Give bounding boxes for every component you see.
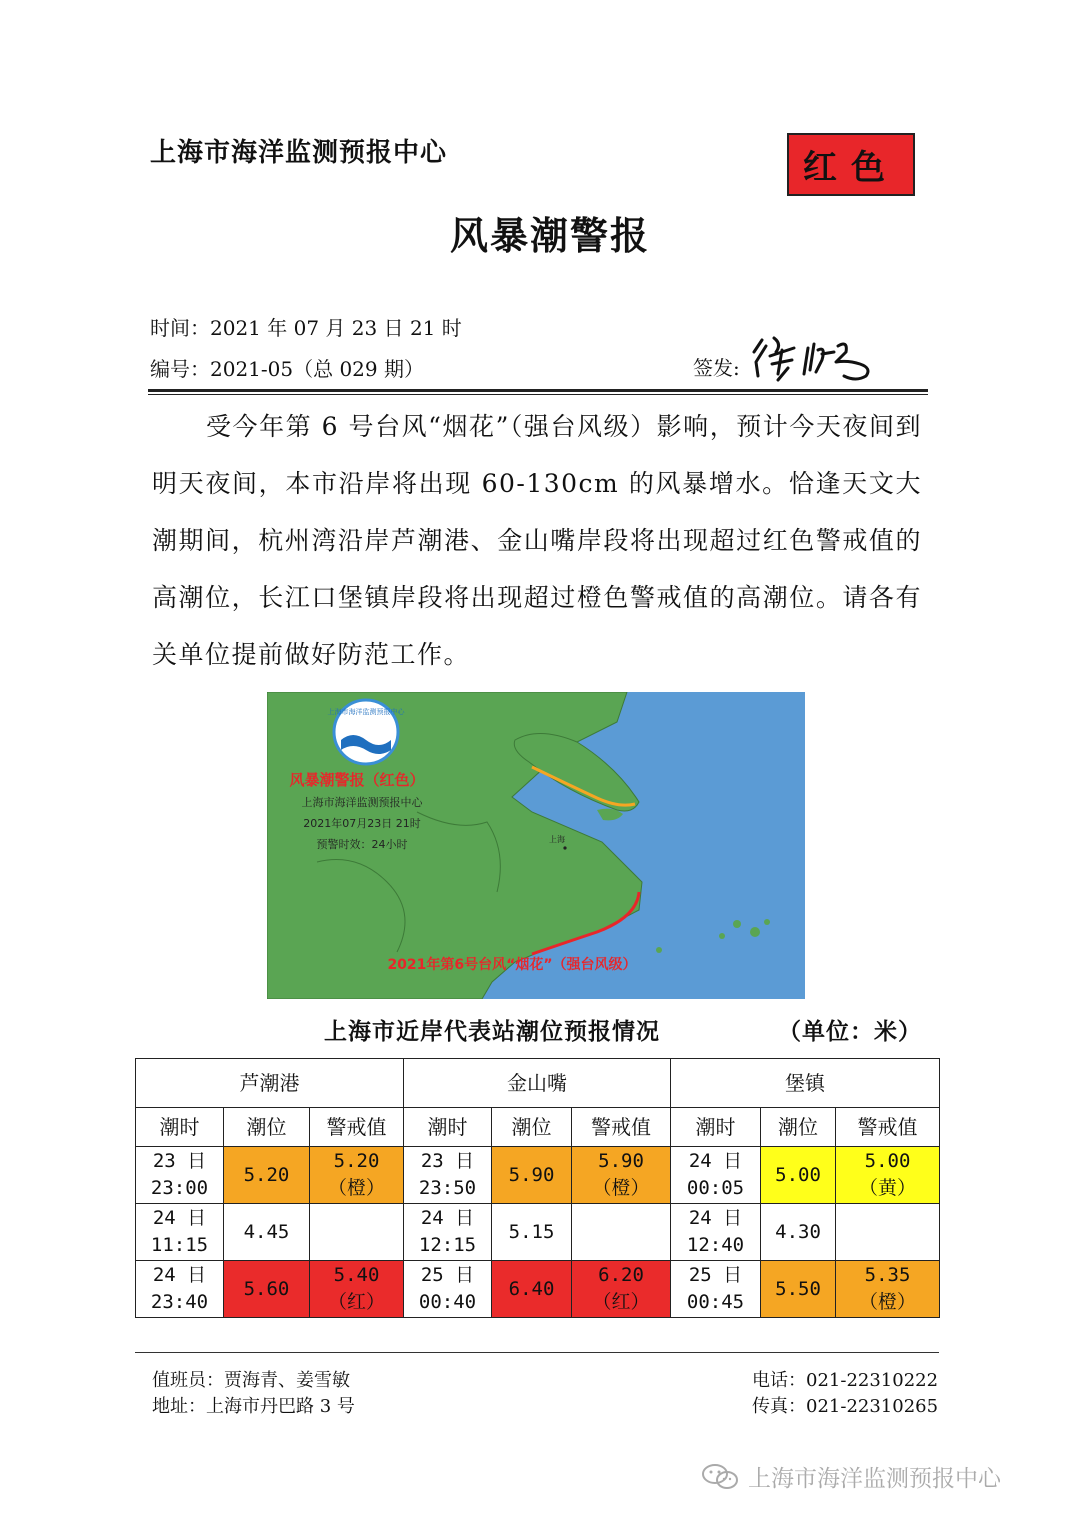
column-header-row <box>136 1108 940 1147</box>
tide-time-cell <box>671 1147 761 1204</box>
warning-value: 6.20 <box>598 1264 644 1286</box>
col-header-tide-time: 潮时 <box>404 1108 492 1147</box>
tide-level-cell: 5.15 <box>492 1204 572 1261</box>
col-header-warning-value: 警戒值 <box>572 1108 671 1147</box>
address: 地址：上海市丹巴路 3 号 <box>152 1396 355 1417</box>
handwritten-signature <box>748 330 888 385</box>
wechat-icon <box>700 1462 740 1492</box>
fax: 传真：021-22310265 <box>752 1396 939 1417</box>
sign-label: 签发: <box>693 356 740 380</box>
tide-clock: 12:40 <box>686 1234 745 1256</box>
warning-value: 5.90 <box>598 1150 644 1172</box>
warning-level-tag: （橙） <box>328 1177 386 1199</box>
station-name: 芦潮港 <box>136 1059 404 1108</box>
warning-paragraph: 受今年第 6 号台风“烟花”（强台风级）影响，预计今天夜间到明天夜间，本市沿岸将出现 60-130cm 的风暴增水。恰逢天文大潮期间，杭州湾沿岸芦潮港、金山嘴岸段将出现超过红色警戒值的高潮位，长江口堡镇岸段将出现超过橙色警戒值的高潮位。请各有关单位提前做好防范工作。 <box>152 412 922 669</box>
tide-time-cell <box>136 1261 224 1318</box>
map-typhoon-label: 2021年第6号台风“烟花”（强台风级） <box>387 957 637 973</box>
col-header-warning-value: 警戒值 <box>310 1108 404 1147</box>
warning-level-tag: （橙） <box>592 1177 650 1199</box>
duty-officers: 值班员：贾海青、姜雪敏 <box>152 1370 350 1391</box>
tide-time-cell <box>671 1204 761 1261</box>
table-caption: 上海市近岸代表站潮位预报情况 <box>324 1019 660 1045</box>
col-header-tide-time: 潮时 <box>671 1108 761 1147</box>
tide-level-cell: 5.00 <box>761 1147 836 1204</box>
tide-time-cell <box>404 1204 492 1261</box>
warning-value: 5.20 <box>333 1150 380 1172</box>
tide-level-cell: 4.30 <box>761 1204 836 1261</box>
warning-value: 5.40 <box>333 1264 380 1286</box>
col-header-tide-level: 潮位 <box>224 1108 310 1147</box>
tide-clock: 23:00 <box>150 1177 209 1199</box>
station-name: 金山嘴 <box>404 1059 671 1108</box>
tide-level-cell: 5.60 <box>224 1261 310 1318</box>
tide-time-cell <box>404 1261 492 1318</box>
warning-value-cell <box>572 1147 671 1204</box>
tide-level-cell: 5.20 <box>224 1147 310 1204</box>
tide-day: 24 日 <box>152 1207 207 1229</box>
warning-value-cell <box>572 1261 671 1318</box>
warning-value-cell <box>310 1147 404 1204</box>
table-unit: （单位：米） <box>778 1019 922 1045</box>
watermark-text: 上海市海洋监测预报中心 <box>748 1466 1001 1492</box>
map-islet <box>656 947 662 953</box>
station-name: 堡镇 <box>671 1059 940 1108</box>
tide-clock: 00:40 <box>418 1291 477 1313</box>
issue-time: 时间：2021 年 07 月 23 日 21 时 <box>150 316 462 340</box>
warning-value-cell <box>836 1204 940 1261</box>
warning-value-cell <box>310 1204 404 1261</box>
tide-day: 25 日 <box>688 1264 743 1286</box>
tide-forecast-table <box>135 1058 940 1318</box>
tide-day: 23 日 <box>152 1150 207 1172</box>
warning-value: 5.35 <box>864 1264 911 1286</box>
tide-clock: 11:15 <box>150 1234 209 1256</box>
tide-level-cell: 6.40 <box>492 1261 572 1318</box>
tide-day: 24 日 <box>688 1150 743 1172</box>
warning-level-tag: （红） <box>328 1291 386 1313</box>
map-city-marker <box>563 846 566 849</box>
organization-name: 上海市海洋监测预报中心 <box>150 138 448 168</box>
storm-surge-map <box>267 692 805 999</box>
tide-day: 24 日 <box>688 1207 743 1229</box>
header-rule-thin <box>148 394 928 395</box>
tide-level-cell: 5.90 <box>492 1147 572 1204</box>
tide-time-cell <box>404 1147 492 1204</box>
map-datetime: 2021年07月23日 21时 <box>303 817 421 830</box>
header-rule-thick <box>148 389 928 392</box>
col-header-warning-value: 警戒值 <box>836 1108 940 1147</box>
map-issuer: 上海市海洋监测预报中心 <box>301 796 423 809</box>
issue-number: 编号：2021-05（总 029 期） <box>150 357 424 381</box>
map-islet <box>733 920 741 928</box>
table-row <box>136 1261 940 1318</box>
map-validity: 预警时效：24小时 <box>316 838 408 851</box>
tide-time-cell <box>136 1204 224 1261</box>
table-row <box>136 1204 940 1261</box>
tide-day: 24 日 <box>420 1207 475 1229</box>
warning-value-cell <box>572 1204 671 1261</box>
col-header-tide-level: 潮位 <box>492 1108 572 1147</box>
warning-value: 5.00 <box>864 1150 911 1172</box>
col-header-tide-time: 潮时 <box>136 1108 224 1147</box>
warning-level-tag: （橙） <box>859 1291 917 1313</box>
tide-level-cell: 5.50 <box>761 1261 836 1318</box>
warning-level-tag: （红） <box>592 1291 650 1313</box>
warning-value-cell <box>836 1261 940 1318</box>
tide-clock: 12:15 <box>418 1234 477 1256</box>
map-islet <box>719 933 725 939</box>
document-title: 风暴潮警报 <box>449 214 650 258</box>
warning-value-cell <box>836 1147 940 1204</box>
tide-time-cell <box>671 1261 761 1318</box>
wechat-watermark <box>700 1460 1001 1493</box>
station-header-row <box>136 1059 940 1108</box>
alert-level-badge: 红色 <box>787 133 915 196</box>
phone: 电话：021-22310222 <box>752 1370 939 1391</box>
map-islet <box>750 927 760 937</box>
tide-level-cell: 4.45 <box>224 1204 310 1261</box>
footer-rule <box>135 1352 939 1353</box>
col-header-tide-level: 潮位 <box>761 1108 836 1147</box>
map-warning-title: 风暴潮警报（红色） <box>289 771 425 789</box>
map-city-label: 上海 <box>549 835 565 844</box>
tide-clock: 00:45 <box>686 1291 745 1313</box>
tide-clock: 00:05 <box>686 1177 745 1199</box>
logo-text: 上海市海洋监测预报中心 <box>327 708 405 716</box>
tide-day: 25 日 <box>420 1264 475 1286</box>
tide-time-cell <box>136 1147 224 1204</box>
warning-level-tag: （黄） <box>859 1177 917 1199</box>
table-row <box>136 1147 940 1204</box>
tide-day: 24 日 <box>152 1264 207 1286</box>
tide-clock: 23:40 <box>150 1291 209 1313</box>
map-islet <box>764 919 770 925</box>
tide-day: 23 日 <box>420 1150 475 1172</box>
warning-value-cell <box>310 1261 404 1318</box>
tide-clock: 23:50 <box>418 1177 477 1199</box>
